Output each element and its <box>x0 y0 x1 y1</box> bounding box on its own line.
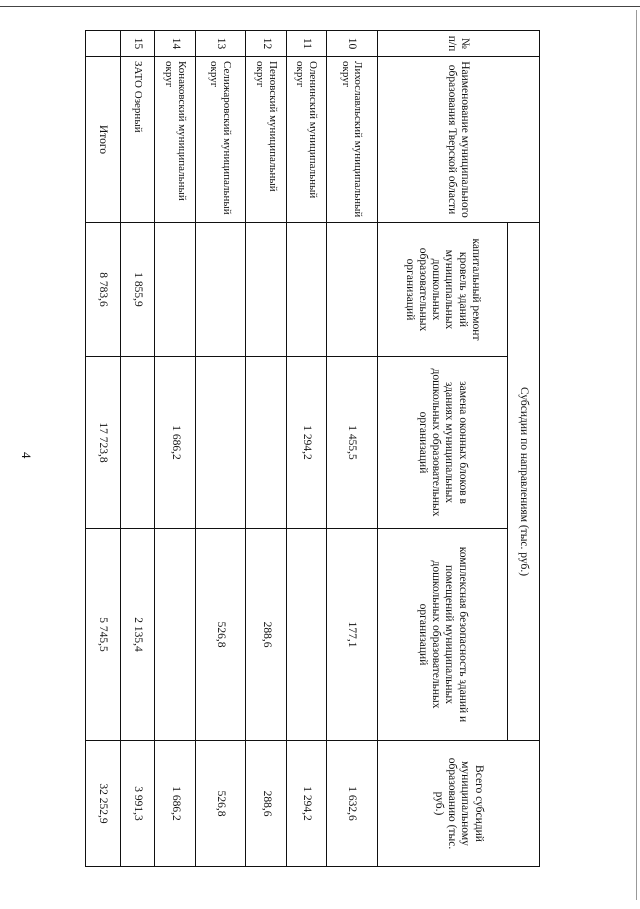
cell-dir3 <box>155 529 195 741</box>
cell-total: 1 632,6 <box>326 741 377 867</box>
summary-label: Итого <box>86 57 121 223</box>
header-num: № п/п <box>377 31 539 57</box>
cell-num: 13 <box>195 31 246 57</box>
cell-dir2: 1 686,2 <box>155 357 195 529</box>
cell-dir1 <box>246 223 286 357</box>
header-dir3: комплексная безопасность зданий и помещений муниципальных дошкольных образовательных организаций <box>377 529 508 741</box>
header-group: Субсидии по направлениям (тыс. руб.) <box>508 223 540 741</box>
cell-name: Оленинский муниципальный округ <box>286 57 326 223</box>
table-row <box>286 31 326 867</box>
cell-dir1 <box>326 223 377 357</box>
cell-name: Лихославльский муниципальный округ <box>326 57 377 223</box>
header-total: Всего субсидий муниципальному образованию (тыс. руб.) <box>377 741 539 867</box>
summary-dir1: 8 783,6 <box>86 223 121 357</box>
cell-dir3: 177,1 <box>326 529 377 741</box>
scan-edge-right <box>636 10 637 900</box>
cell-name: Пеновский муниципальный округ <box>246 57 286 223</box>
cell-name: Конаковский муниципальный округ <box>155 57 195 223</box>
table-row <box>120 31 155 867</box>
cell-num: 12 <box>246 31 286 57</box>
cell-dir2: 1 455,5 <box>326 357 377 529</box>
cell-dir2: 1 294,2 <box>286 357 326 529</box>
cell-dir1 <box>195 223 246 357</box>
cell-dir3: 2 135,4 <box>120 529 155 741</box>
cell-total: 526,8 <box>195 741 246 867</box>
cell-num: 14 <box>155 31 195 57</box>
summary-row <box>86 31 121 867</box>
cell-dir1 <box>155 223 195 357</box>
rotated-table-container <box>85 30 540 866</box>
header-name: Наименование муниципального образования Тверской области <box>377 57 539 223</box>
cell-total: 1 686,2 <box>155 741 195 867</box>
cell-total: 288,6 <box>246 741 286 867</box>
cell-dir3 <box>286 529 326 741</box>
cell-dir2 <box>120 357 155 529</box>
cell-dir2 <box>246 357 286 529</box>
subsidy-table <box>85 30 540 867</box>
table-row <box>246 31 286 867</box>
cell-name: Селижаровский муниципальный округ <box>195 57 246 223</box>
cell-total: 1 294,2 <box>286 741 326 867</box>
cell-dir1 <box>286 223 326 357</box>
cell-num: 15 <box>120 31 155 57</box>
cell-dir3: 288,6 <box>246 529 286 741</box>
summary-dir2: 17 723,8 <box>86 357 121 529</box>
header-row-1 <box>508 31 540 867</box>
summary-dir3: 5 745,5 <box>86 529 121 741</box>
table-row <box>195 31 246 867</box>
page-number: 4 <box>19 452 34 459</box>
cell-num: 10 <box>326 31 377 57</box>
cell-dir2 <box>195 357 246 529</box>
cell-dir1: 1 855,9 <box>120 223 155 357</box>
table-row <box>155 31 195 867</box>
summary-num-empty <box>86 31 121 57</box>
cell-total: 3 991,3 <box>120 741 155 867</box>
summary-total: 32 252,9 <box>86 741 121 867</box>
cell-name: ЗАТО Озерный <box>120 57 155 223</box>
scan-edge-top <box>0 6 640 7</box>
cell-num: 11 <box>286 31 326 57</box>
header-dir2: замена оконных блоков в зданиях муниципальных дошкольных образовательных организаций <box>377 357 508 529</box>
header-dir1: капитальный ремонт кровель зданий муниципальных дошкольных образовательных организаций <box>377 223 508 357</box>
cell-dir3: 526,8 <box>195 529 246 741</box>
table-row <box>326 31 377 867</box>
